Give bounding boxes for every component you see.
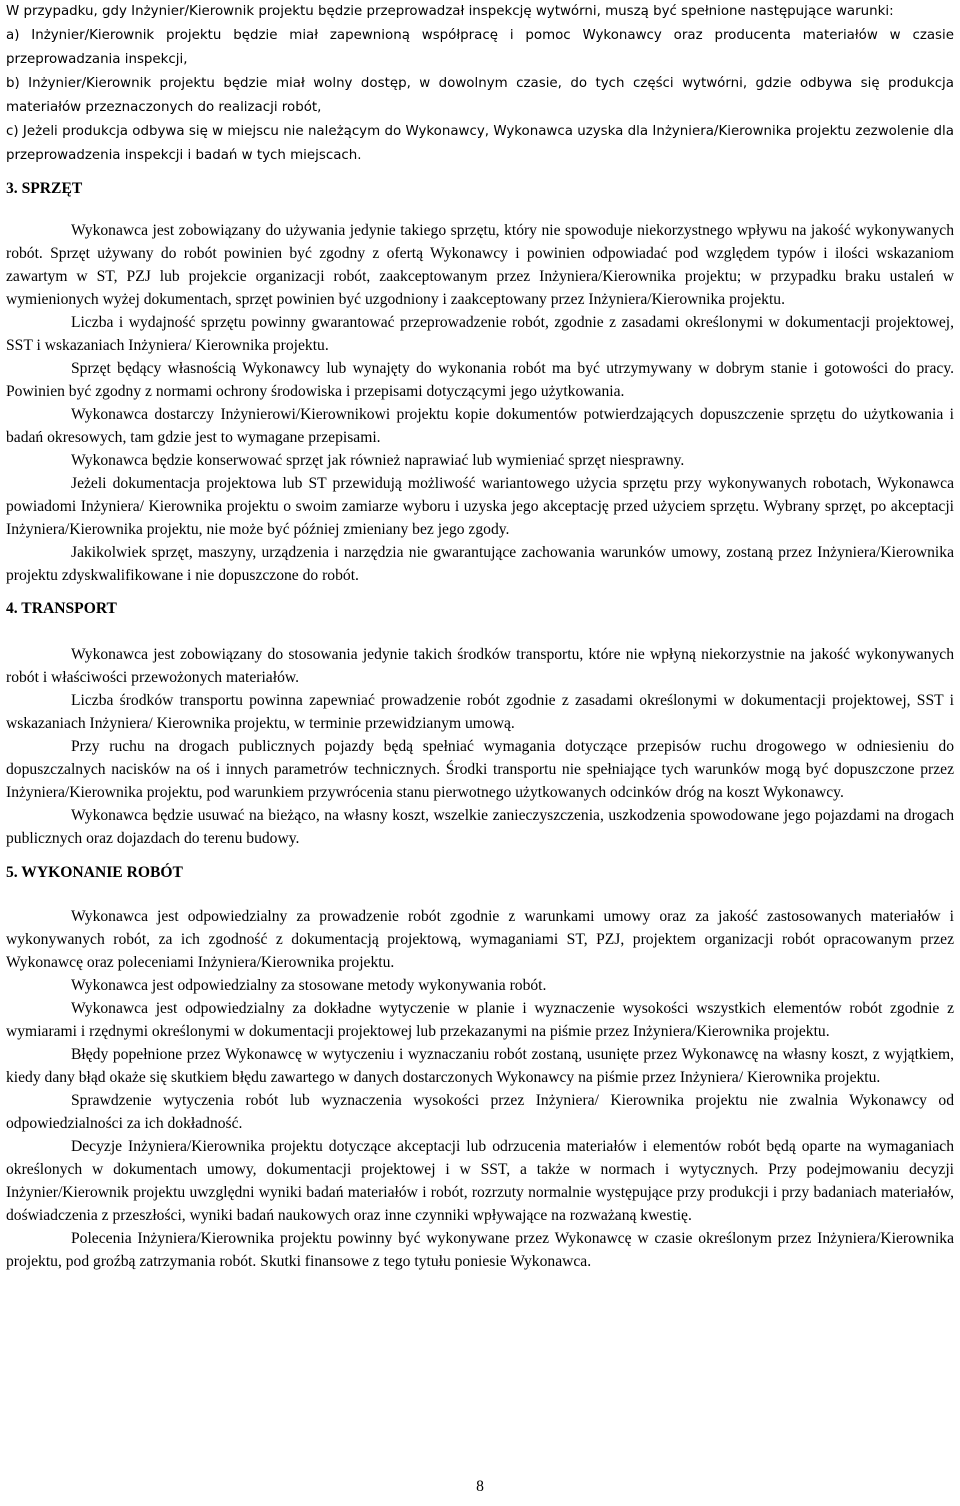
section-3-paragraph: Wykonawca jest zobowiązany do używania jedynie takiego sprzętu, który nie spowoduje niekorzystnego wpływu na jakość wykonywanych robót. Sprzęt używany do robót powinien być zgodny z ofertą Wykonawcy i powinien odpowiadać pod względem typów i ilości wskazaniom zawartym w ST, PZJ lub projekcie organizacji robót, zaakceptowanym przez Inżyniera/Kierownika projektu; w przypadku braku ustaleń w wymienionych wyżej dokumentach, sprzęt powinien być uzgodniony i zaakceptowany przez Inżyniera/Kierownika projektu. bbox=[6, 222, 954, 308]
condition-c: c) Jeżeli produkcja odbywa się w miejscu nie należącym do Wykonawcy, Wykonawca uzyska dla Inżyniera/Kierownika projektu zezwolenie dla przeprowadzenia inspekcji i badań w tych miejscach. bbox=[6, 124, 954, 163]
section-5-paragraph: Wykonawca jest odpowiedzialny za dokładne wytyczenie w planie i wyznaczenie wysokości wszystkich elementów robót zgodnie z wymiarami i rzędnymi określonymi w dokumentacji projektowej lub przekazanymi na piśmie przez Inżyniera/Kierownika projektu. bbox=[6, 1000, 954, 1040]
condition-a: a) Inżynier/Kierownik projektu będzie miał zapewnioną współpracę i pomoc Wykonawcy oraz producenta materiałów w czasie przeprowadzania inspekcji, bbox=[6, 28, 954, 67]
section-4-paragraph: Wykonawca jest zobowiązany do stosowania jedynie takich środków transportu, które nie wpłyną niekorzystnie na jakość wykonywanych robót i właściwości przewożonych materiałów. bbox=[6, 646, 954, 686]
section-5-paragraph: Polecenia Inżyniera/Kierownika projektu powinny być wykonywane przez Wykonawcę w czasie określonym przez Inżyniera/Kierownika projektu, pod groźbą zatrzymania robót. Skutki finansowe z tego tytułu poniesie Wykonawca. bbox=[6, 1230, 954, 1270]
section-5-paragraph: Błędy popełnione przez Wykonawcę w wytyczeniu i wyznaczaniu robót zostaną, usunięte przez Wykonawcę na własny koszt, z wyjątkiem, kiedy dany błąd okaże się skutkiem błędu zawartego w danych dostarczonych Wykonawcy na piśmie przez Inżyniera/ Kierownika projektu. bbox=[6, 1046, 954, 1086]
intro-paragraph: W przypadku, gdy Inżynier/Kierownik projektu będzie przeprowadzał inspekcję wytwórni, muszą być spełnione następujące warunki: bbox=[6, 4, 894, 19]
section-5-paragraph: Sprawdzenie wytyczenia robót lub wyznaczenia wysokości przez Inżyniera/ Kierownika projektu nie zwalnia Wykonawcy od odpowiedzialności za ich dokładność. bbox=[6, 1092, 954, 1132]
section-4-paragraph: Przy ruchu na drogach publicznych pojazdy będą spełniać wymagania dotyczące przepisów ruchu drogowego w odniesieniu do dopuszczalnych nacisków na oś i innych parametrów technicznych. Środki transportu nie spełniające tych warunków mogą być dopuszczone przez Inżyniera/Kierownika projektu, pod warunkiem przywrócenia stanu pierwotnego użytkowanych odcinków dróg na koszt Wykonawcy. bbox=[6, 738, 954, 801]
condition-b: b) Inżynier/Kierownik projektu będzie miał wolny dostęp, w dowolnym czasie, do tych części wytwórni, gdzie odbywa się produkcja materiałów przeznaczonych do realizacji robót, bbox=[6, 76, 954, 115]
section-3-paragraph: Wykonawca będzie konserwować sprzęt jak również naprawiać lub wymieniać sprzęt niesprawny. bbox=[71, 452, 685, 469]
section-3-paragraph: Liczba i wydajność sprzętu powinny gwarantować przeprowadzenie robót, zgodnie z zasadami określonymi w dokumentacji projektowej, SST i wskazaniach Inżyniera/ Kierownika projektu. bbox=[6, 314, 954, 354]
section-3-paragraph: Sprzęt będący własnością Wykonawcy lub wynajęty do wykonania robót ma być utrzymywany w dobrym stanie i gotowości do pracy. Powinien być zgodny z normami ochrony środowiska i przepisami dotyczącymi jego użytkowania. bbox=[6, 360, 954, 400]
section-5-heading: 5. WYKONANIE ROBÓT bbox=[6, 864, 183, 881]
section-3-paragraph: Jeżeli dokumentacja projektowa lub ST przewidują możliwość wariantowego użycia sprzętu przy wykonywanych robotach, Wykonawca powiadomi Inżyniera/ Kierownika projektu o swoim zamiarze wyboru i uzyska jego akceptację przed użyciem sprzętu. Wybrany sprzęt, po akceptacji Inżyniera/Kierownika projektu, nie może być później zmieniany bez jego zgody. bbox=[6, 475, 954, 538]
page-number: 8 bbox=[476, 1478, 484, 1495]
section-4-paragraph: Wykonawca będzie usuwać na bieżąco, na własny koszt, wszelkie zanieczyszczenia, uszkodzenia spowodowane jego pojazdami na drogach publicznych oraz dojazdach do terenu budowy. bbox=[6, 807, 954, 847]
document-page bbox=[6, 0, 954, 1273]
section-4-paragraph: Liczba środków transportu powinna zapewniać prowadzenie robót zgodnie z zasadami określonymi w dokumentacji projektowej, SST i wskazaniach Inżyniera/ Kierownika projektu, w terminie przewidzianym umową. bbox=[6, 692, 954, 732]
section-5-body bbox=[6, 905, 954, 1273]
section-3-paragraph: Jakikolwiek sprzęt, maszyny, urządzenia i narzędzia nie gwarantujące zachowania warunków umowy, zostaną przez Inżyniera/Kierownika projektu zdyskwalifikowane i nie dopuszczone do robót. bbox=[6, 544, 954, 584]
section-4-body bbox=[6, 643, 954, 850]
section-4-heading: 4. TRANSPORT bbox=[6, 600, 117, 617]
section-3-heading: 3. SPRZĘT bbox=[6, 180, 83, 197]
section-5-paragraph: Wykonawca jest odpowiedzialny za stosowane metody wykonywania robót. bbox=[71, 977, 547, 994]
section-5-paragraph: Wykonawca jest odpowiedzialny za prowadzenie robót zgodnie z warunkami umowy oraz za jakość zastosowanych materiałów i wykonywanych robót, za ich zgodność z dokumentacją projektową, wymaganiami ST, PZJ, projektem organizacji robót opracowanym przez Wykonawcę oraz poleceniami Inżyniera/Kierownika projektu. bbox=[6, 908, 954, 971]
section-3-paragraph: Wykonawca dostarczy Inżynierowi/Kierownikowi projektu kopie dokumentów potwierdzających dopuszczenie sprzętu do użytkowania i badań okresowych, tam gdzie jest to wymagane przepisami. bbox=[6, 406, 954, 446]
section-5-paragraph: Decyzje Inżyniera/Kierownika projektu dotyczące akceptacji lub odrzucenia materiałów i elementów robót będą oparte na wymaganiach określonych w dokumentach umowy, dokumentacji projektowej i w SST, a także w normach i wytycznych. Przy podejmowaniu decyzji Inżynier/Kierownik projektu uwzględni wyniki badań materiałów i robót, rozrzuty normalnie występujące przy produkcji i przy badaniach materiałów, doświadczenia z przeszłości, wyniki badań naukowych oraz inne czynniki wpływające na rozważaną kwestię. bbox=[6, 1138, 954, 1224]
section-3-body bbox=[6, 219, 954, 587]
